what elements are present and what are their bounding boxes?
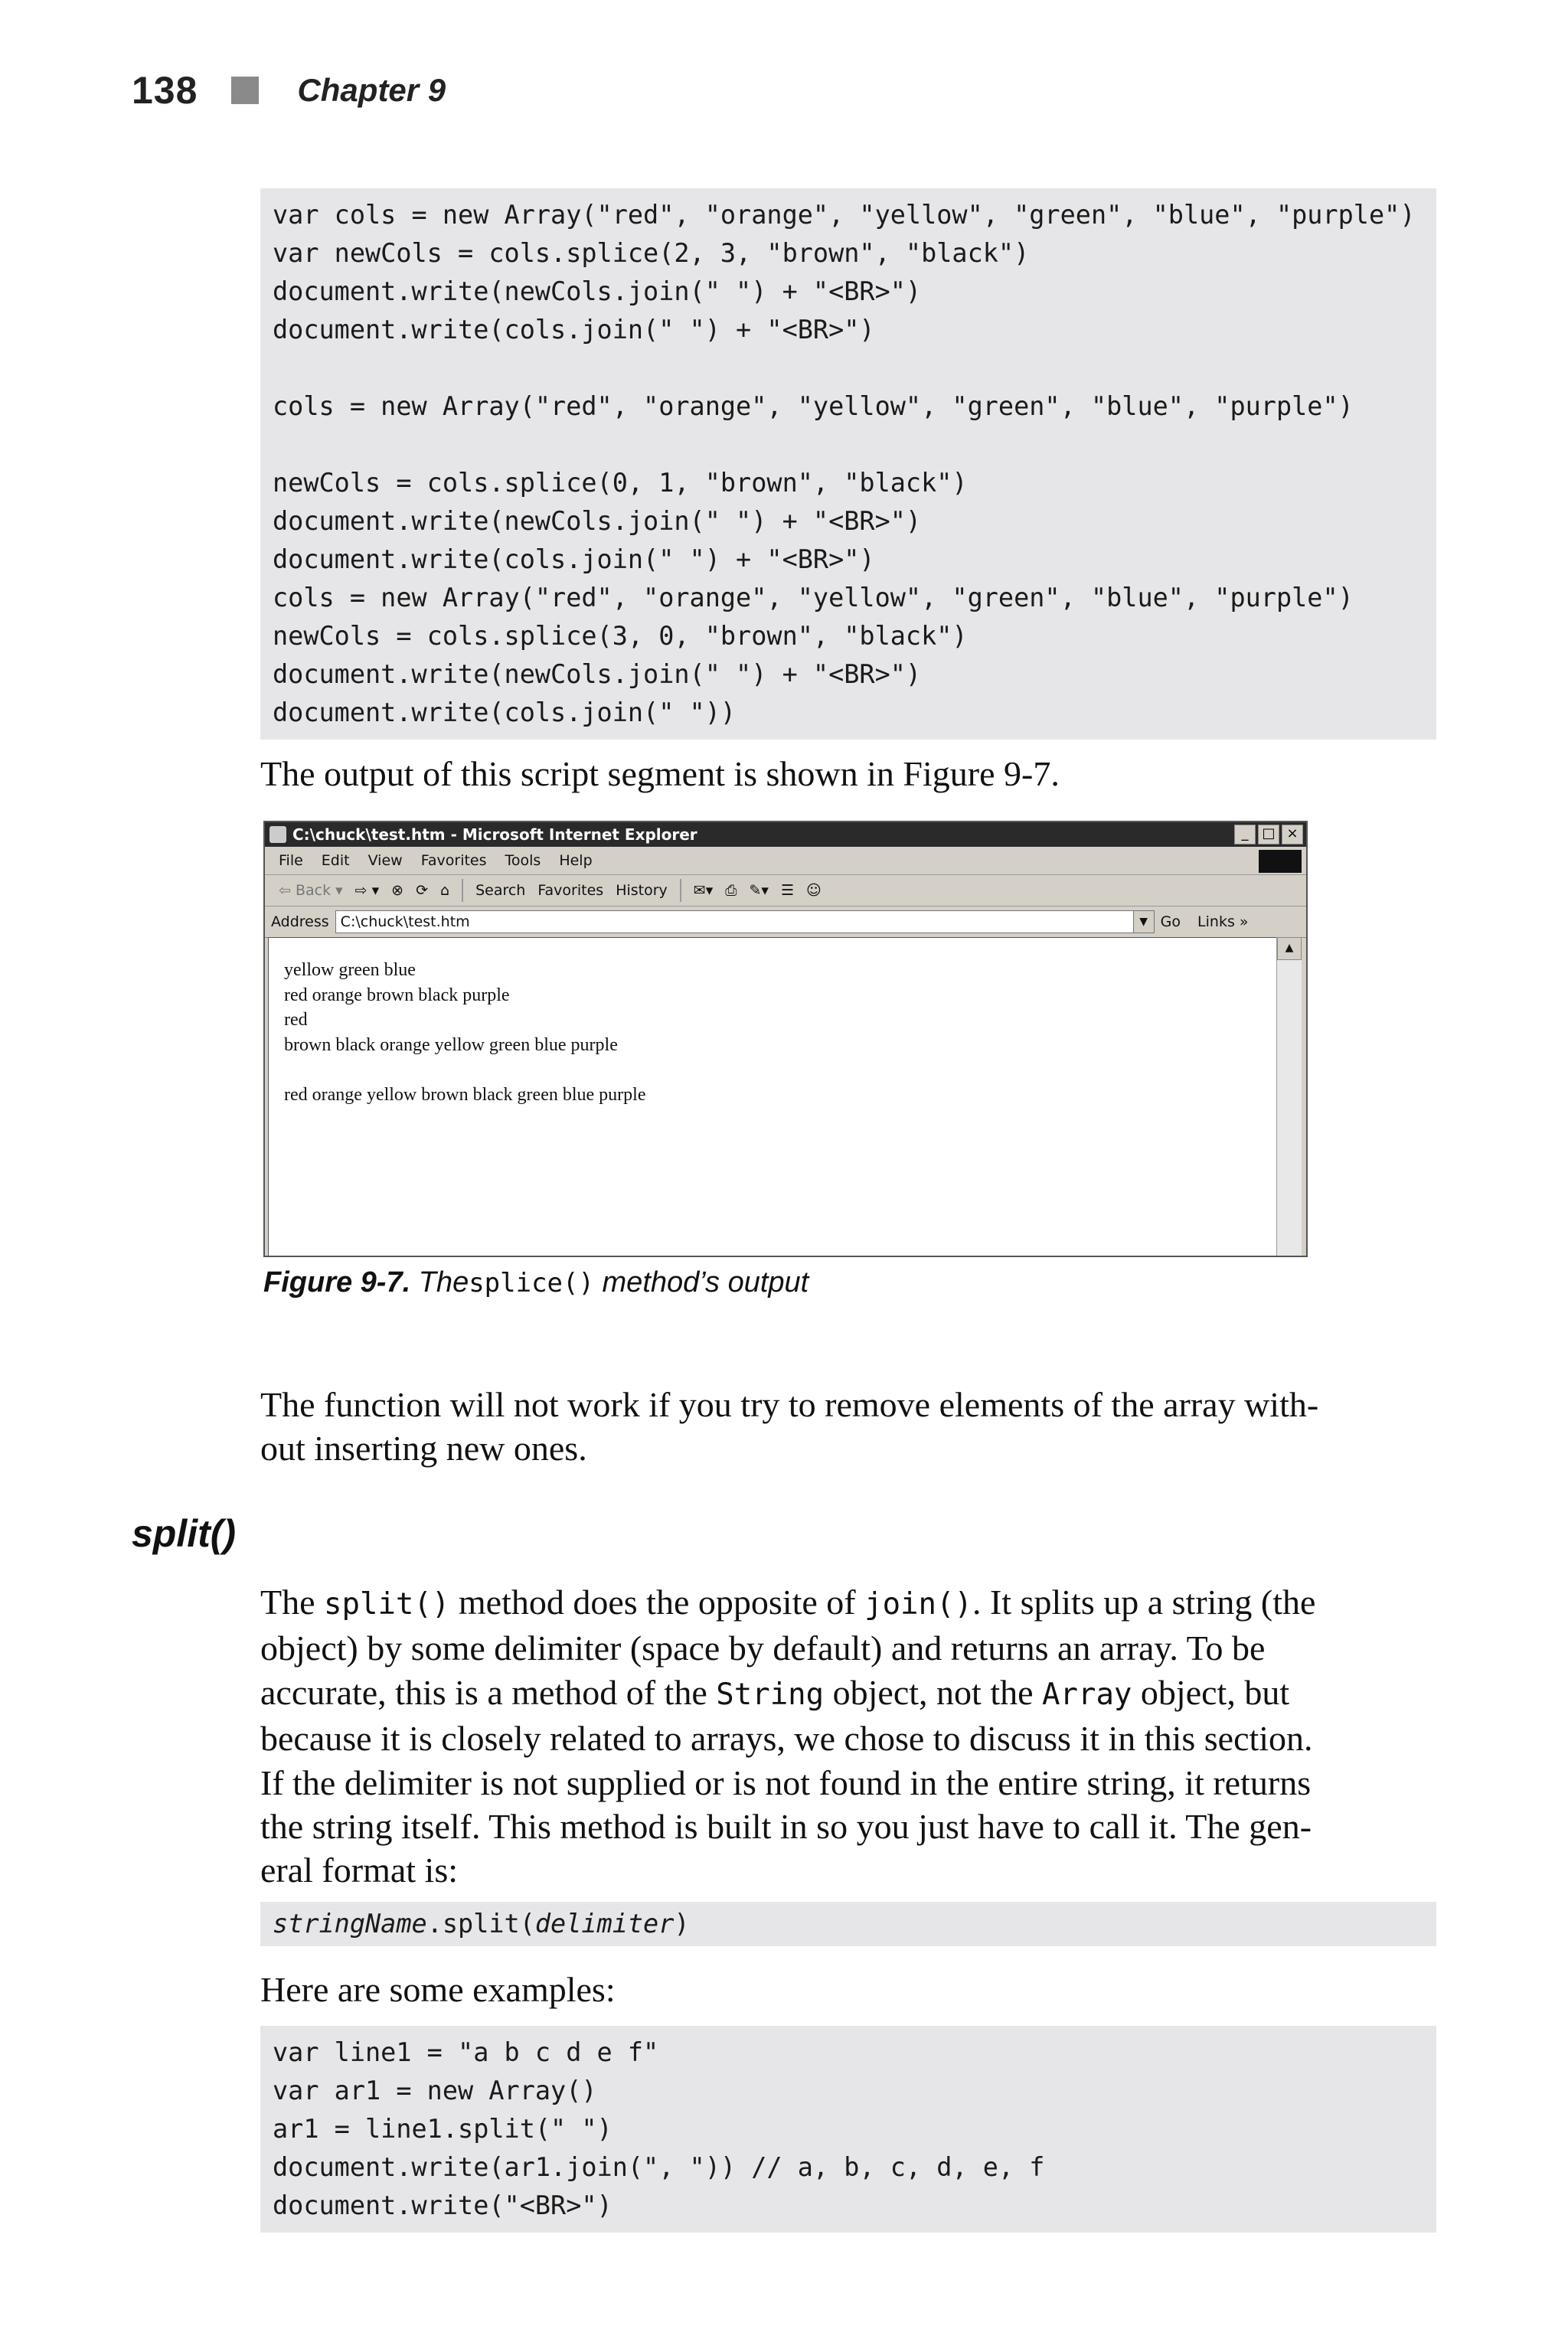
stop-button[interactable]: ⊗	[391, 882, 404, 899]
paragraph-examples-intro: Here are some examples:	[260, 1970, 616, 2009]
figure-caption	[263, 1266, 808, 1299]
section-heading: split()	[132, 1512, 237, 1555]
caption-text: The	[418, 1266, 469, 1298]
messenger-icon[interactable]: ☺	[805, 882, 822, 899]
back-button[interactable]: ⇦ Back ▾	[279, 882, 343, 899]
caption-code: splice()	[469, 1268, 594, 1298]
code-line: newCols = cols.splice(3, 0, "brown", "black")	[273, 621, 968, 651]
text-run: object, but	[1132, 1672, 1290, 1712]
text-line: because it is closely related to arrays, we chose to discuss it in this section.	[260, 1719, 1313, 1759]
text-line	[260, 1671, 1439, 1717]
text-line: out inserting new ones.	[260, 1429, 587, 1468]
ie-logo-icon	[270, 826, 286, 843]
header-square-ornament	[231, 77, 259, 104]
code-line: document.write(cols.join(" "))	[273, 697, 737, 727]
paragraph-split-description	[260, 1580, 1439, 1893]
history-button[interactable]: History	[616, 882, 668, 899]
caption-text: method’s output	[602, 1266, 809, 1298]
maximize-button[interactable]: □	[1258, 825, 1279, 844]
toolbar-separator	[462, 879, 463, 902]
text-run: object, not the	[824, 1672, 1043, 1712]
code-line: var cols = new Array("red", "orange", "yellow", "green", "blue", "purple")	[273, 200, 1416, 230]
minimize-button[interactable]: _	[1234, 825, 1256, 844]
menu-file[interactable]: File	[279, 852, 303, 869]
go-button[interactable]: Go	[1160, 913, 1181, 930]
text-line: the string itself. This method is built in so you just have to call it. The gen-	[260, 1807, 1312, 1847]
code-text: .split(	[426, 1909, 535, 1939]
menu-view[interactable]: View	[368, 852, 403, 869]
code-line	[273, 426, 1424, 464]
text-run: The	[260, 1583, 325, 1622]
home-button[interactable]: ⌂	[440, 882, 450, 899]
menu-tools[interactable]: Tools	[505, 852, 541, 869]
text-line: The function will not work if you try to remove elements of the array with-	[260, 1385, 1319, 1424]
windows-logo-icon	[1259, 850, 1302, 873]
chapter-title: Chapter 9	[297, 72, 446, 108]
code-placeholder: delimiter	[534, 1909, 675, 1939]
figure-label: Figure 9-7.	[263, 1266, 411, 1298]
inline-code: join()	[864, 1587, 972, 1622]
code-line: document.write(ar1.join(", ")) // a, b, c, d, e, f	[273, 2152, 1045, 2182]
output-line: red	[284, 1010, 308, 1030]
code-line: var line1 = "a b c d e f"	[273, 2037, 659, 2067]
window-titlebar	[265, 822, 1306, 847]
browser-content	[268, 937, 1279, 1257]
paragraph-warning	[260, 1383, 1439, 1471]
browser-screenshot	[263, 821, 1308, 1257]
address-value: C:\chuck\test.htm	[340, 913, 470, 930]
links-button[interactable]: Links »	[1197, 913, 1249, 930]
text-line: eral format is:	[260, 1851, 459, 1890]
menu-edit[interactable]: Edit	[321, 852, 350, 869]
paragraph-output-intro: The output of this script segment is shown in Figure 9-7.	[260, 754, 1060, 793]
code-line: ar1 = line1.split(" ")	[273, 2114, 612, 2144]
output-line	[284, 1057, 1278, 1083]
address-dropdown-icon[interactable]: ▼	[1133, 911, 1154, 933]
refresh-button[interactable]: ⟳	[416, 882, 429, 899]
address-input[interactable]	[335, 910, 1155, 933]
text-run: method does the opposite of	[449, 1583, 865, 1622]
code-placeholder: stringName	[273, 1909, 427, 1939]
page-number: 138	[132, 69, 198, 112]
running-header	[132, 67, 446, 113]
code-block-split-example	[260, 2026, 1436, 2233]
code-text: )	[674, 1909, 690, 1939]
menu-bar	[265, 847, 1306, 875]
print-icon[interactable]: ⎙	[725, 882, 737, 899]
vertical-scrollbar[interactable]	[1276, 937, 1302, 1257]
window-title: C:\chuck\test.htm - Microsoft Internet Explorer	[292, 825, 697, 844]
code-line: document.write(newCols.join(" ") + "<BR>")	[273, 506, 922, 536]
code-line: cols = new Array("red", "orange", "yellow", "green", "blue", "purple")	[273, 391, 1354, 421]
toolbar-separator	[680, 879, 681, 902]
text-line: object) by some delimiter (space by default) and returns an array. To be	[260, 1628, 1266, 1668]
code-block-syntax	[260, 1902, 1436, 1946]
text-run: . It splits up a string (the	[972, 1583, 1316, 1622]
address-label: Address	[271, 913, 329, 930]
output-line: red orange brown black purple	[284, 985, 510, 1005]
menu-help[interactable]: Help	[559, 852, 593, 869]
scroll-up-icon[interactable]: ▲	[1277, 937, 1302, 960]
code-line: document.write(newCols.join(" ") + "<BR>")	[273, 276, 922, 306]
close-button[interactable]: ×	[1282, 825, 1303, 844]
code-line: document.write("<BR>")	[273, 2190, 612, 2220]
code-line: var newCols = cols.splice(2, 3, "brown", "black")	[273, 238, 1030, 268]
inline-code: Array	[1042, 1677, 1132, 1712]
code-line	[273, 349, 1424, 387]
search-button[interactable]: Search	[475, 882, 526, 899]
text-line: If the delimiter is not supplied or is not found in the entire string, it returns	[260, 1762, 1312, 1802]
code-line	[273, 1905, 1424, 1943]
output-line: red orange yellow brown black green blue purple	[284, 1084, 646, 1105]
favorites-button[interactable]: Favorites	[537, 882, 604, 899]
forward-button[interactable]: ⇨ ▾	[354, 882, 380, 899]
code-line: document.write(cols.join(" ") + "<BR>")	[273, 315, 875, 345]
address-bar	[265, 906, 1306, 938]
code-line: newCols = cols.splice(0, 1, "brown", "black")	[273, 468, 968, 498]
text-run: accurate, this is a method of the	[260, 1672, 717, 1712]
code-line: var ar1 = new Array()	[273, 2076, 597, 2105]
browser-toolbar	[265, 875, 1306, 906]
code-line: cols = new Array("red", "orange", "yellow", "green", "blue", "purple")	[273, 583, 1354, 612]
code-line: document.write(newCols.join(" ") + "<BR>")	[273, 659, 922, 689]
inline-code: String	[716, 1677, 825, 1712]
output-line: yellow green blue	[284, 960, 416, 980]
code-block-splice	[260, 188, 1436, 740]
inline-code: split()	[324, 1587, 450, 1622]
mail-icon[interactable]: ✉▾	[693, 882, 714, 899]
text-line	[260, 1580, 1439, 1626]
menu-favorites[interactable]: Favorites	[420, 852, 487, 869]
output-line: brown black orange yellow green blue purple	[284, 1034, 618, 1055]
edit-icon[interactable]: ✎▾	[749, 882, 769, 899]
discuss-icon[interactable]: ☰	[780, 882, 794, 899]
code-line: document.write(cols.join(" ") + "<BR>")	[273, 544, 875, 574]
